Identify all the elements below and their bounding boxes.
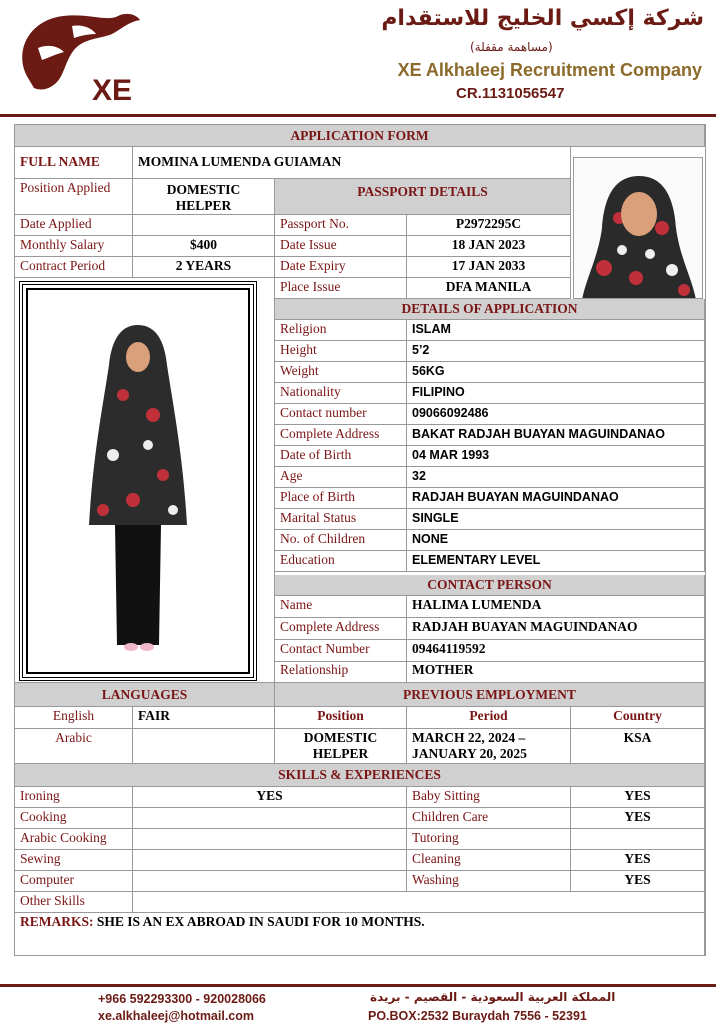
skill-label: Arabic Cooking (15, 829, 133, 850)
footer-po-box: PO.BOX:2532 Buraydah 7556 - 52391 (368, 1009, 587, 1023)
monthly-salary-value: $400 (133, 236, 275, 257)
language-label: Arabic (15, 729, 133, 764)
skill-value (133, 850, 407, 871)
passport-row-value: 18 JAN 2023 (407, 236, 571, 257)
logo-text: XE (92, 74, 133, 107)
detail-value: ELEMENTARY LEVEL (407, 551, 705, 572)
detail-label: Education (275, 551, 407, 572)
skill-value: YES (571, 850, 705, 871)
passport-row-value: P2972295C (407, 215, 571, 236)
skills-header: SKILLS & EXPERIENCES (15, 764, 705, 787)
detail-value: 04 MAR 1993 (407, 446, 705, 467)
company-logo (8, 8, 168, 108)
skill-label: Sewing (15, 850, 133, 871)
contact-label: Relationship (275, 661, 407, 683)
applicant-portrait-photo (573, 157, 703, 299)
form-title: APPLICATION FORM (15, 125, 705, 147)
skill-label: Washing (407, 871, 571, 892)
skill-label: Cleaning (407, 850, 571, 871)
detail-label: No. of Children (275, 530, 407, 551)
other-skills-label: Other Skills (15, 892, 133, 913)
skill-label: Computer (15, 871, 133, 892)
language-label: English (15, 707, 133, 729)
remarks-row (15, 913, 705, 955)
detail-label: Marital Status (275, 509, 407, 530)
detail-label: Height (275, 341, 407, 362)
skill-label: Cooking (15, 808, 133, 829)
contact-value: MOTHER (407, 661, 705, 683)
contract-period-label: Contract Period (15, 257, 133, 278)
skill-value (133, 829, 407, 850)
passport-details-header: PASSPORT DETAILS (275, 179, 571, 215)
application-form (14, 124, 706, 956)
detail-value: NONE (407, 530, 705, 551)
date-applied-value (133, 215, 275, 236)
company-arabic-name: شركة إكسي الخليج للاستقدام (381, 6, 704, 31)
date-applied-label: Date Applied (15, 215, 133, 236)
detail-value: ISLAM (407, 320, 705, 341)
detail-label: Place of Birth (275, 488, 407, 509)
photo-frame-cell (15, 278, 275, 683)
footer-email: xe.alkhaleej@hotmail.com (98, 1009, 254, 1023)
footer-phone: +966 592293300 - 920028066 (98, 992, 266, 1006)
contact-person-header: CONTACT PERSON (275, 575, 705, 596)
language-value (133, 729, 275, 764)
skill-label: Children Care (407, 808, 571, 829)
contact-value: HALIMA LUMENDA (407, 596, 705, 618)
skill-value (571, 829, 705, 850)
company-arabic-subtitle: (مساهمة مقفلة) (470, 40, 553, 54)
passport-row-label: Date Expiry (275, 257, 407, 278)
footer-divider (0, 984, 716, 987)
detail-value: BAKAT RADJAH BUAYAN MAGUINDANAO (407, 425, 705, 446)
detail-label: Religion (275, 320, 407, 341)
skill-value (133, 808, 407, 829)
other-skills-value (133, 892, 705, 913)
contact-label: Name (275, 596, 407, 618)
detail-value: 32 (407, 467, 705, 488)
prev-position-value: DOMESTIC HELPER (275, 729, 407, 764)
contract-period-value: 2 YEARS (133, 257, 275, 278)
detail-value: 09066092486 (407, 404, 705, 425)
position-applied-label: Position Applied (15, 179, 133, 215)
skill-value: YES (571, 808, 705, 829)
detail-value: 56KG (407, 362, 705, 383)
prev-country-header: Country (571, 707, 705, 729)
skill-value: YES (571, 787, 705, 808)
detail-label: Complete Address (275, 425, 407, 446)
details-of-application-header: DETAILS OF APPLICATION (275, 299, 705, 320)
skill-label: Ironing (15, 787, 133, 808)
detail-value: FILIPINO (407, 383, 705, 404)
contact-label: Complete Address (275, 618, 407, 640)
language-value: FAIR (133, 707, 275, 729)
contact-label: Contact Number (275, 640, 407, 662)
passport-row-value: 17 JAN 2033 (407, 257, 571, 278)
header-divider (0, 114, 716, 117)
detail-label: Date of Birth (275, 446, 407, 467)
passport-row-value: DFA MANILA (407, 278, 571, 299)
contact-value: RADJAH BUAYAN MAGUINDANAO (407, 618, 705, 640)
skill-label: Baby Sitting (407, 787, 571, 808)
detail-value: RADJAH BUAYAN MAGUINDANAO (407, 488, 705, 509)
detail-value: 5’2 (407, 341, 705, 362)
passport-row-label: Passport No. (275, 215, 407, 236)
full-name-label: FULL NAME (15, 147, 133, 179)
company-english-name: XE Alkhaleej Recruitment Company (397, 60, 702, 80)
skill-value (133, 871, 407, 892)
remarks-label: REMARKS: (20, 914, 94, 929)
passport-row-label: Date Issue (275, 236, 407, 257)
prev-position-header: Position (275, 707, 407, 729)
contact-value: 09464119592 (407, 640, 705, 662)
letterhead (0, 0, 716, 116)
detail-label: Contact number (275, 404, 407, 425)
detail-value: SINGLE (407, 509, 705, 530)
skill-value: YES (571, 871, 705, 892)
skill-value: YES (133, 787, 407, 808)
detail-label: Age (275, 467, 407, 488)
monthly-salary-label: Monthly Salary (15, 236, 133, 257)
remarks-value: SHE IS AN EX ABROAD IN SAUDI FOR 10 MONTHS. (96, 914, 425, 929)
languages-header: LANGUAGES (15, 683, 275, 707)
full-name-value: MOMINA LUMENDA GUIAMAN (133, 147, 571, 179)
company-cr-number: CR.1131056547 (456, 85, 565, 102)
prev-country-value: KSA (571, 729, 705, 764)
prev-period-value: MARCH 22, 2024 – JANUARY 20, 2025 (407, 729, 571, 764)
detail-label: Nationality (275, 383, 407, 404)
passport-row-label: Place Issue (275, 278, 407, 299)
previous-employment-header: PREVIOUS EMPLOYMENT (275, 683, 705, 707)
skill-label: Tutoring (407, 829, 571, 850)
prev-period-header: Period (407, 707, 571, 729)
position-applied-value: DOMESTIC HELPER (133, 179, 275, 215)
footer-arabic-address: المملكة العربية السعودية - القصيم - بريدة (370, 990, 616, 1004)
detail-label: Weight (275, 362, 407, 383)
